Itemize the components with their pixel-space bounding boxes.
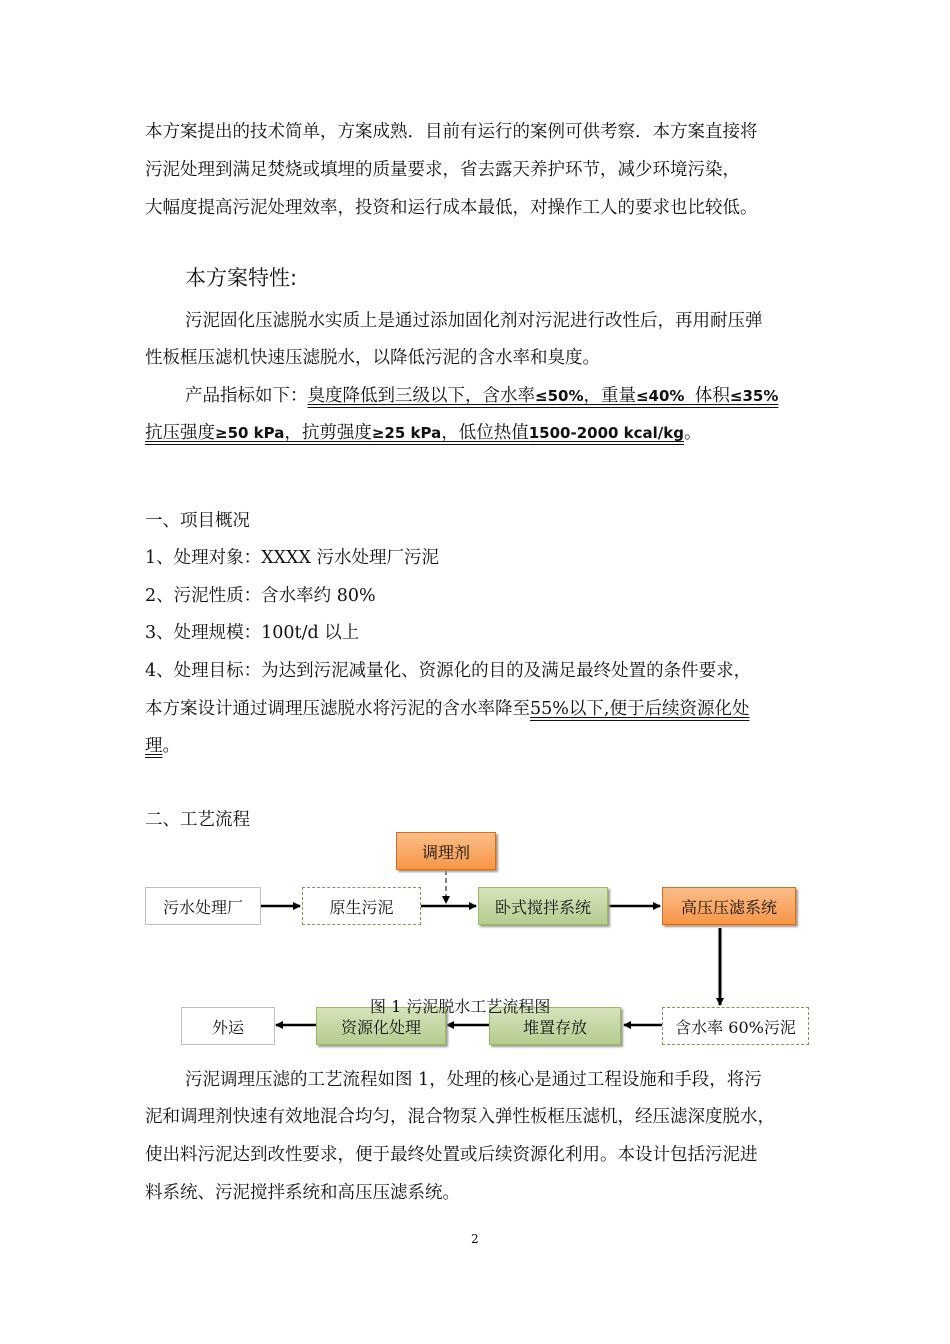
indicator-text: 臭度降低到三级以下，含水率 [307,386,535,406]
box-stack-storage: 堆置存放 [489,1007,621,1045]
process-para-2: 泥和调理剂快速有效地混合均匀，混合物泵入弹性板框压滤机，经压滤深度脱水， [145,1107,775,1127]
box-moisture-60-sludge: 含水率 60%污泥 [662,1007,809,1045]
box-export: 外运 [181,1007,275,1045]
process-para-4: 料系统、污泥搅拌系统和高压压滤系统。 [145,1183,460,1203]
overview-item-4b-text: 本方案设计通过调理压滤脱水将污泥的含水率降至 [145,699,530,719]
indicator-end: 。 [684,423,702,443]
box-raw-sludge: 原生污泥 [302,887,421,925]
box-high-pressure-filter: 高压压滤系统 [662,887,796,925]
page-number: 2 [471,1232,479,1246]
process-title: 二、工艺流程 [145,810,250,830]
indicator-value: ≥25 kPa [371,424,442,442]
indicator-value: ≤40% [635,387,695,405]
features-para-1b: 性板框压滤机快速压滤脱水，以降低污泥的含水率和臭度。 [145,348,600,368]
box-resource-treatment: 资源化处理 [316,1007,446,1045]
indicators-prefix: 产品指标如下： [185,386,308,406]
intro-line-1: 本方案提出的技术简单，方案成熟．目前有运行的案例可供考察．本方案直接将 [145,122,758,142]
process-para-3: 使出料污泥达到改性要求，便于最终处置或后续资源化利用。本设计包括污泥进 [145,1145,758,1165]
indicator-text: ，抗剪强度 [284,423,372,443]
overview-item-1: 1、处理对象：XXXX 污水处理厂污泥 [145,548,440,568]
features-para-1a: 污泥固化压滤脱水实质上是通过添加固化剂对污泥进行改性后，再用耐压弹 [185,311,763,331]
indicator-text: 体积 [694,386,730,406]
overview-item-4c-underlined: 理 [145,736,163,756]
features-heading: 本方案特性: [185,266,298,290]
indicator-value: 1500-2000 kcal/kg [528,424,684,442]
overview-item-4b-underlined: 55%以下,便于后续资源化处 [530,699,750,719]
box-horizontal-mixer: 卧式搅拌系统 [478,887,608,925]
overview-item-4c-end: 。 [162,736,180,756]
indicator-text: ，重量 [583,386,636,406]
intro-line-2: 污泥处理到满足焚烧或填埋的质量要求，省去露天养护环节，减少环境污染， [145,160,740,180]
indicator-text: ，低位热值 [441,423,529,443]
overview-title: 一、项目概况 [145,511,250,531]
box-sewage-plant: 污水处理厂 [145,887,261,925]
intro-line-3: 大幅度提高污泥处理效率，投资和运行成本最低，对操作工人的要求也比较低。 [145,198,758,218]
indicator-value: ≤50% [535,387,584,405]
indicator-value: ≥50 kPa [215,424,285,442]
overview-item-3: 3、处理规模：100t/d 以上 [145,623,360,643]
indicator-value: ≤35% [729,387,779,405]
box-conditioner: 调理剂 [396,832,496,870]
indicator-text: 抗压强度 [145,423,215,443]
overview-item-4a: 4、处理目标：为达到污泥减量化、资源化的目的及满足最终处置的条件要求， [145,661,752,681]
figure-caption: 图 1 污泥脱水工艺流程图 [370,997,551,1016]
overview-item-2: 2、污泥性质：含水率约 80% [145,586,376,606]
process-para-1: 污泥调理压滤的工艺流程如图 1，处理的核心是通过工程设施和手段，将污 [185,1070,762,1090]
